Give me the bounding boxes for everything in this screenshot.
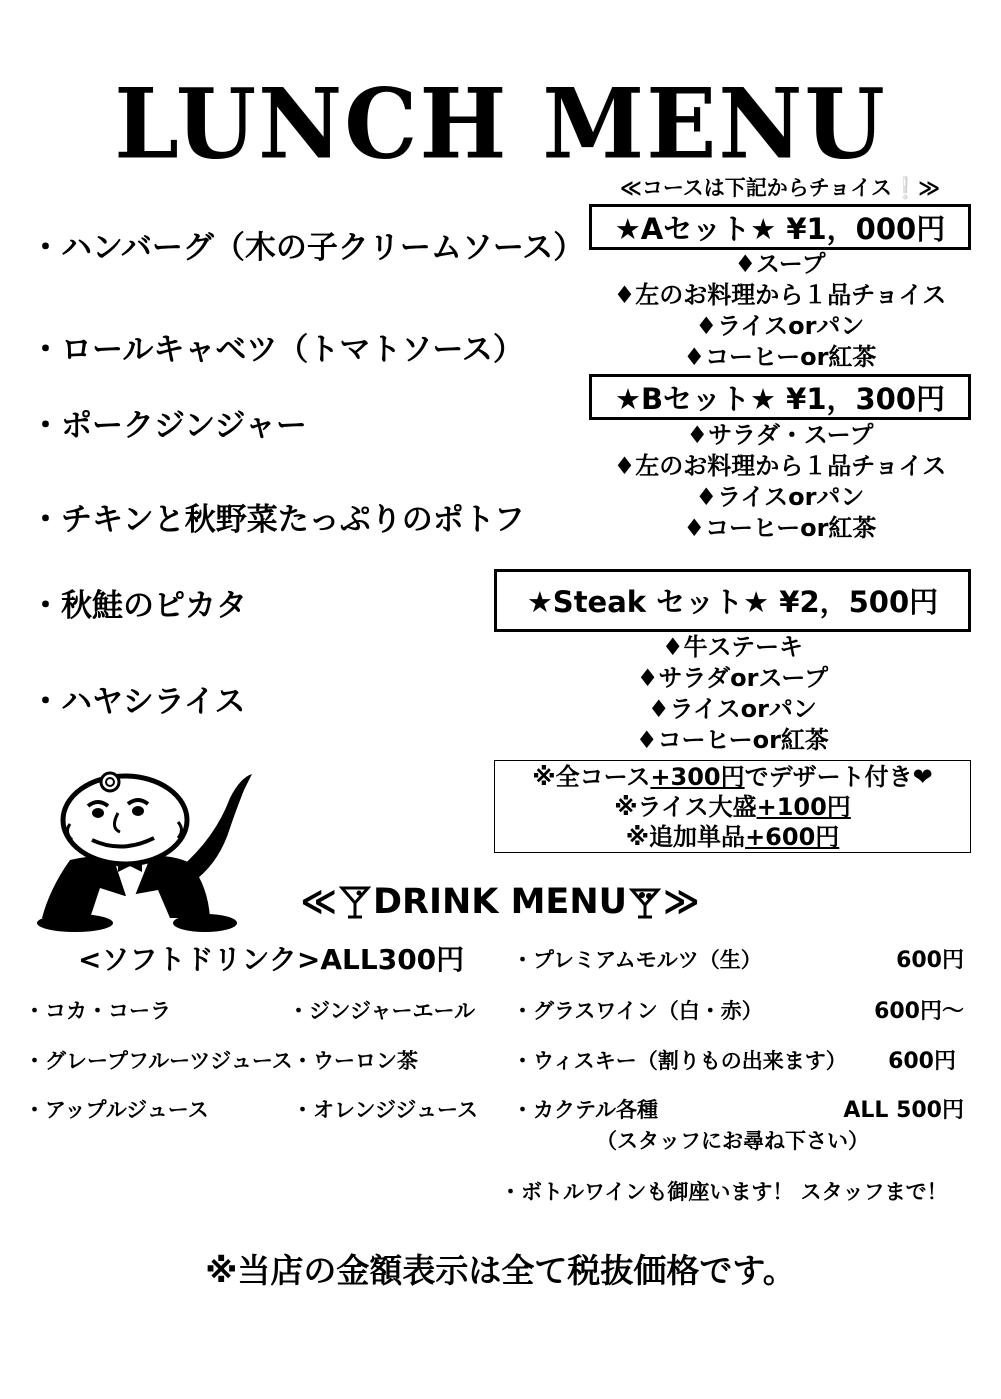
soft-drink-item: ・ジンジャーエール	[288, 999, 476, 1023]
options-note-box	[494, 760, 971, 853]
soft-drink-item: ・コカ・コーラ	[24, 999, 171, 1023]
extra-note-text: ※追加単品	[625, 823, 746, 851]
dish-item: ・ハヤシライス	[30, 684, 246, 720]
soft-drink-item: ・ウーロン茶	[292, 1049, 418, 1073]
drink-title-text: DRINK MENU	[372, 882, 628, 922]
alcohol-item-price: ALL 500円	[843, 1098, 964, 1123]
course-note: ≪コースは下記からチョイス❕≫	[619, 176, 941, 200]
set-b-line: ♦左のお料理から１品チョイス	[613, 452, 947, 480]
dessert-note-suffix: でデザート付き❤	[744, 763, 933, 791]
cocktail-glass-icon	[339, 884, 371, 920]
set-steak-label: ★Steak セット★ ¥2，500円	[526, 585, 939, 619]
cocktail-note: （スタッフにお尋ね下さい）	[596, 1129, 869, 1153]
set-steak-line: ♦牛ステーキ	[661, 633, 804, 661]
cocktail-cherry-icon	[629, 884, 661, 920]
set-a-contents	[589, 249, 971, 373]
set-steak-line: ♦コーヒーor紅茶	[636, 726, 829, 754]
dessert-price: +300円	[650, 763, 745, 791]
set-b-box	[589, 374, 971, 420]
set-a-label: ★Aセット★ ¥1，000円	[614, 211, 946, 246]
alcohol-item-price: 600円～	[874, 999, 964, 1024]
drink-menu-title	[280, 882, 720, 922]
soft-drink-item: ・グレープフルーツジュース	[24, 1049, 293, 1073]
soft-drink-item: ・オレンジジュース	[292, 1098, 478, 1122]
set-a-line: ♦スープ	[734, 250, 826, 278]
extra-price: +600円	[745, 823, 840, 851]
set-b-line: ♦サラダ・スープ	[686, 421, 874, 449]
set-a-box	[589, 204, 971, 250]
dish-item: ・ポークジンジャー	[30, 408, 307, 444]
set-a-line: ♦ライスorパン	[695, 312, 865, 340]
drink-title-right-bracket: ≫	[663, 882, 700, 922]
alcohol-item-name: ・グラスワイン（白・赤）	[512, 999, 763, 1023]
set-b-line: ♦ライスorパン	[695, 483, 865, 511]
extra-note	[495, 822, 970, 852]
dish-item: ・チキンと秋野菜たっぷりのポトフ	[30, 502, 525, 538]
page-title: LUNCH MENU	[114, 67, 887, 181]
alcohol-item-name: ・ウィスキー（割りもの出来ます）	[512, 1049, 847, 1073]
tax-note: ※当店の金額表示は全て税抜価格です。	[205, 1251, 796, 1290]
set-a-line: ♦左のお料理から１品チョイス	[613, 281, 947, 309]
waiter-cartoon-icon	[30, 768, 255, 933]
set-a-line: ♦コーヒーor紅茶	[683, 343, 877, 371]
alcohol-item-name: ・カクテル各種	[512, 1098, 658, 1122]
rice-price: +100円	[756, 793, 851, 821]
dish-item: ・ロールキャベツ（トマトソース）	[30, 332, 524, 368]
alcohol-item-price: 600円	[896, 948, 964, 973]
soft-drink-item: ・アップルジュース	[24, 1098, 209, 1122]
rice-note	[495, 792, 970, 822]
dish-item: ・秋鮭のピカタ	[30, 588, 247, 624]
bottle-wine-note: ・ボトルワインも御座います！ スタッフまで！	[500, 1180, 948, 1204]
alcohol-item-name: ・プレミアムモルツ（生）	[512, 948, 762, 972]
alcohol-item-price: 600円	[888, 1049, 956, 1074]
set-b-contents	[589, 420, 971, 544]
set-steak-contents	[494, 632, 971, 756]
soft-drink-heading: <ソフトドリンク>ALL300円	[78, 943, 465, 976]
rice-note-text: ※ライス大盛	[614, 793, 757, 821]
dish-item: ・ハンバーグ（木の子クリームソース）	[30, 230, 585, 266]
set-b-line: ♦コーヒーor紅茶	[683, 514, 877, 542]
set-b-label: ★Bセット★ ¥1，300円	[614, 381, 946, 416]
drink-title-left-bracket: ≪	[300, 882, 337, 922]
dessert-note	[495, 762, 970, 792]
dessert-note-text: ※全コース	[532, 763, 651, 791]
set-steak-line: ♦ライスorパン	[648, 695, 817, 723]
set-steak-box	[494, 569, 971, 632]
set-steak-line: ♦サラダorスープ	[636, 664, 829, 692]
